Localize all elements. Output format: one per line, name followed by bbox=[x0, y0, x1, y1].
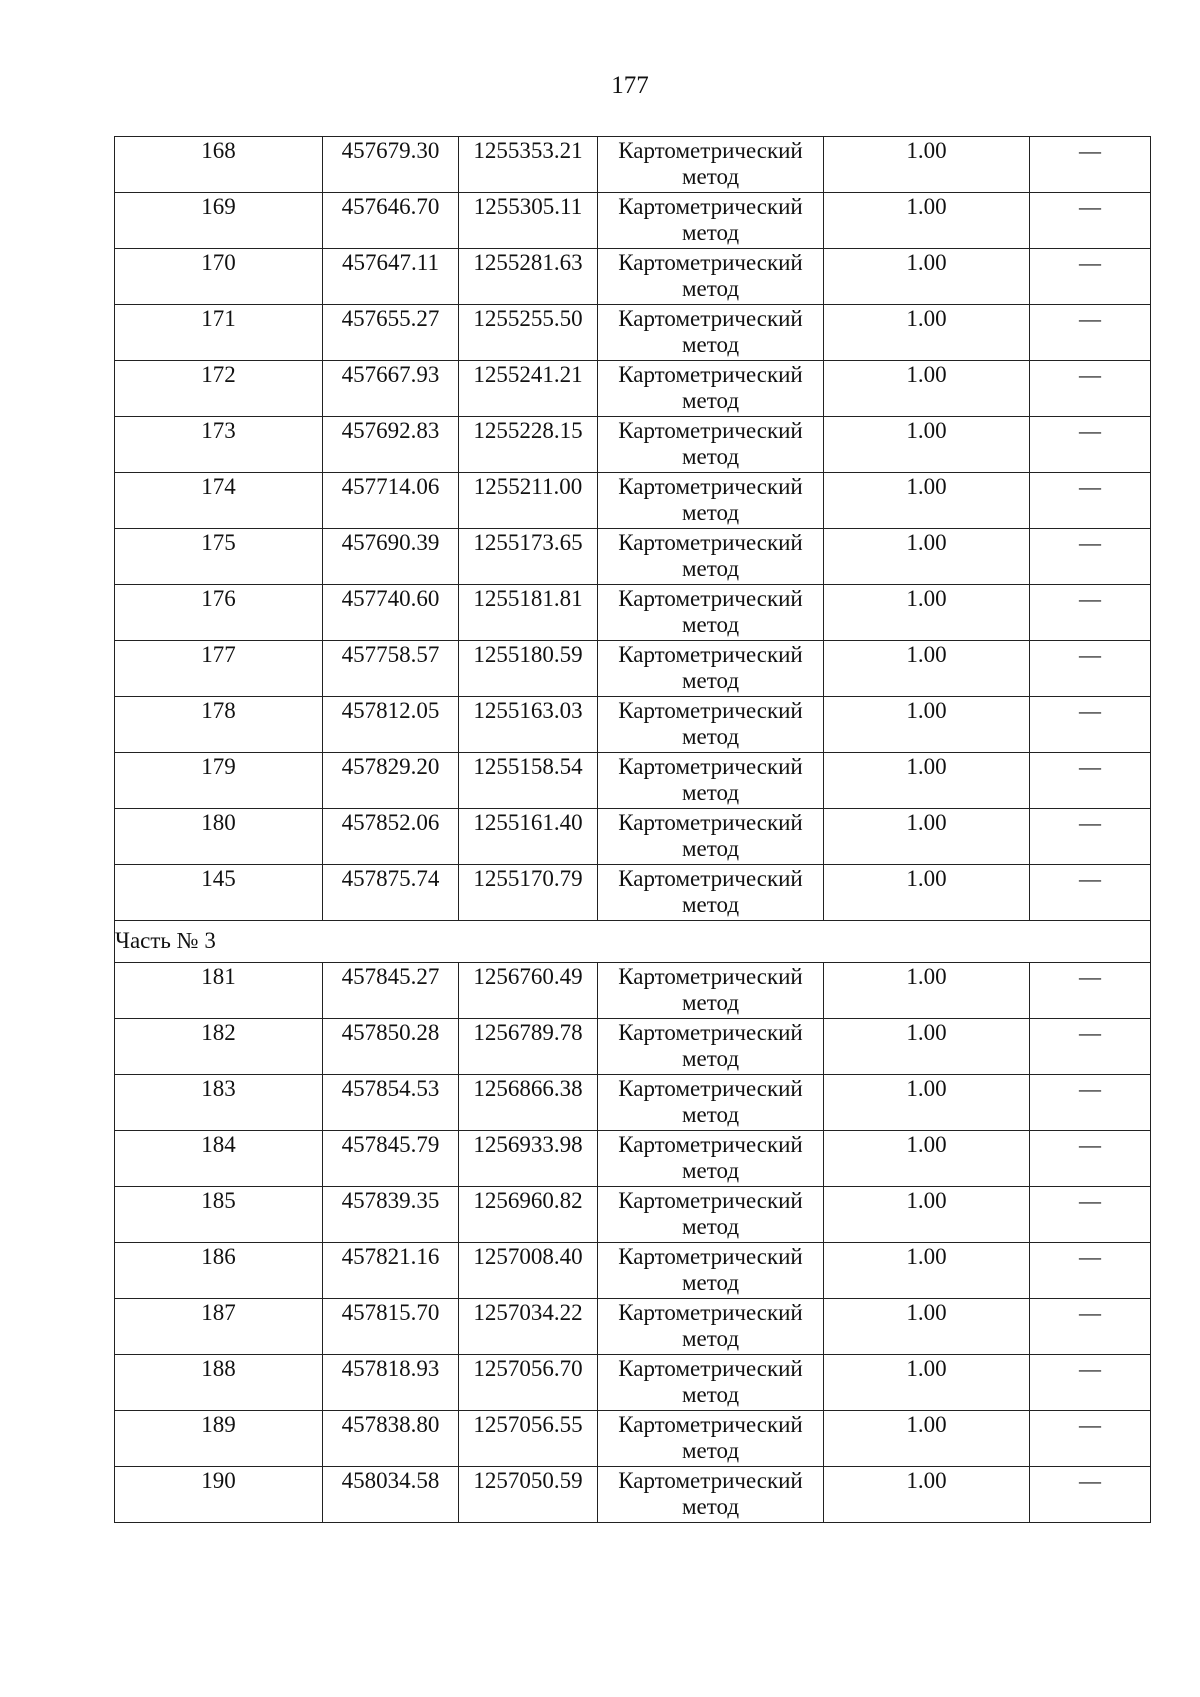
table-row bbox=[115, 865, 1151, 921]
method-cell bbox=[598, 865, 824, 921]
description-cell: — bbox=[1030, 1243, 1151, 1299]
x-coordinate-cell: 457758.57 bbox=[323, 641, 459, 697]
y-coordinate-cell: 1257056.55 bbox=[459, 1411, 598, 1467]
accuracy-cell: 1.00 bbox=[824, 529, 1030, 585]
y-coordinate-cell: 1256789.78 bbox=[459, 1019, 598, 1075]
method-line-2: метод bbox=[681, 1382, 740, 1407]
method-line-1: Картометрический bbox=[618, 964, 803, 989]
accuracy-cell: 1.00 bbox=[824, 473, 1030, 529]
method-line-1: Картометрический bbox=[618, 1244, 803, 1269]
table-row bbox=[115, 249, 1151, 305]
method-line-2: метод bbox=[681, 1158, 740, 1183]
table-row bbox=[115, 361, 1151, 417]
method-cell bbox=[598, 137, 824, 193]
y-coordinate-cell: 1255211.00 bbox=[459, 473, 598, 529]
method-line-2: метод bbox=[681, 556, 740, 581]
point-number-cell: 169 bbox=[115, 193, 323, 249]
point-number-cell: 179 bbox=[115, 753, 323, 809]
method-cell bbox=[598, 1411, 824, 1467]
point-number-cell: 168 bbox=[115, 137, 323, 193]
accuracy-cell: 1.00 bbox=[824, 249, 1030, 305]
table-row bbox=[115, 137, 1151, 193]
method-line-2: метод bbox=[681, 1046, 740, 1071]
table-row bbox=[115, 417, 1151, 473]
method-line-1: Картометрический bbox=[618, 474, 803, 499]
method-line-2: метод bbox=[681, 164, 740, 189]
y-coordinate-cell: 1255353.21 bbox=[459, 137, 598, 193]
x-coordinate-cell: 457692.83 bbox=[323, 417, 459, 473]
method-line-2: метод bbox=[681, 990, 740, 1015]
method-line-2: метод bbox=[681, 612, 740, 637]
accuracy-cell: 1.00 bbox=[824, 1243, 1030, 1299]
method-cell bbox=[598, 361, 824, 417]
method-line-2: метод bbox=[681, 836, 740, 861]
description-cell: — bbox=[1030, 1075, 1151, 1131]
method-line-2: метод bbox=[681, 500, 740, 525]
table-row bbox=[115, 641, 1151, 697]
method-line-1: Картометрический bbox=[618, 362, 803, 387]
x-coordinate-cell: 457854.53 bbox=[323, 1075, 459, 1131]
method-line-1: Картометрический bbox=[618, 642, 803, 667]
table-row bbox=[115, 1075, 1151, 1131]
table-body bbox=[115, 137, 1151, 1523]
accuracy-cell: 1.00 bbox=[824, 193, 1030, 249]
accuracy-cell: 1.00 bbox=[824, 585, 1030, 641]
method-line-2: метод bbox=[681, 668, 740, 693]
method-line-2: метод bbox=[681, 1102, 740, 1127]
method-line-2: метод bbox=[681, 724, 740, 749]
accuracy-cell: 1.00 bbox=[824, 417, 1030, 473]
section-label: Часть № 3 bbox=[115, 921, 1151, 963]
table-row bbox=[115, 529, 1151, 585]
point-number-cell: 170 bbox=[115, 249, 323, 305]
y-coordinate-cell: 1257008.40 bbox=[459, 1243, 598, 1299]
y-coordinate-cell: 1255241.21 bbox=[459, 361, 598, 417]
y-coordinate-cell: 1255228.15 bbox=[459, 417, 598, 473]
y-coordinate-cell: 1255181.81 bbox=[459, 585, 598, 641]
table-row bbox=[115, 1411, 1151, 1467]
description-cell: — bbox=[1030, 1467, 1151, 1523]
y-coordinate-cell: 1257034.22 bbox=[459, 1299, 598, 1355]
method-line-1: Картометрический bbox=[618, 1020, 803, 1045]
method-line-1: Картометрический bbox=[618, 1412, 803, 1437]
accuracy-cell: 1.00 bbox=[824, 1187, 1030, 1243]
point-number-cell: 181 bbox=[115, 963, 323, 1019]
accuracy-cell: 1.00 bbox=[824, 1019, 1030, 1075]
table-row bbox=[115, 1187, 1151, 1243]
accuracy-cell: 1.00 bbox=[824, 361, 1030, 417]
accuracy-cell: 1.00 bbox=[824, 697, 1030, 753]
x-coordinate-cell: 457845.79 bbox=[323, 1131, 459, 1187]
point-number-cell: 173 bbox=[115, 417, 323, 473]
method-line-2: метод bbox=[681, 332, 740, 357]
section-row bbox=[115, 921, 1151, 963]
method-cell bbox=[598, 529, 824, 585]
method-line-1: Картометрический bbox=[618, 418, 803, 443]
table-row bbox=[115, 697, 1151, 753]
method-line-1: Картометрический bbox=[618, 1132, 803, 1157]
method-line-1: Картометрический bbox=[618, 194, 803, 219]
method-cell bbox=[598, 1187, 824, 1243]
accuracy-cell: 1.00 bbox=[824, 305, 1030, 361]
method-cell bbox=[598, 1243, 824, 1299]
accuracy-cell: 1.00 bbox=[824, 137, 1030, 193]
description-cell: — bbox=[1030, 753, 1151, 809]
table-row bbox=[115, 1019, 1151, 1075]
description-cell: — bbox=[1030, 1355, 1151, 1411]
y-coordinate-cell: 1255281.63 bbox=[459, 249, 598, 305]
description-cell: — bbox=[1030, 249, 1151, 305]
x-coordinate-cell: 458034.58 bbox=[323, 1467, 459, 1523]
description-cell: — bbox=[1030, 1411, 1151, 1467]
description-cell: — bbox=[1030, 1299, 1151, 1355]
method-line-1: Картометрический bbox=[618, 810, 803, 835]
point-number-cell: 185 bbox=[115, 1187, 323, 1243]
table-row bbox=[115, 809, 1151, 865]
accuracy-cell: 1.00 bbox=[824, 1075, 1030, 1131]
method-line-1: Картометрический bbox=[618, 1356, 803, 1381]
method-line-1: Картометрический bbox=[618, 306, 803, 331]
method-cell bbox=[598, 417, 824, 473]
table-row bbox=[115, 1299, 1151, 1355]
accuracy-cell: 1.00 bbox=[824, 641, 1030, 697]
coordinates-table bbox=[114, 136, 1151, 1523]
point-number-cell: 176 bbox=[115, 585, 323, 641]
point-number-cell: 174 bbox=[115, 473, 323, 529]
x-coordinate-cell: 457714.06 bbox=[323, 473, 459, 529]
y-coordinate-cell: 1256866.38 bbox=[459, 1075, 598, 1131]
description-cell: — bbox=[1030, 305, 1151, 361]
x-coordinate-cell: 457647.11 bbox=[323, 249, 459, 305]
table-row bbox=[115, 1243, 1151, 1299]
method-line-2: метод bbox=[681, 892, 740, 917]
x-coordinate-cell: 457667.93 bbox=[323, 361, 459, 417]
x-coordinate-cell: 457818.93 bbox=[323, 1355, 459, 1411]
method-line-1: Картометрический bbox=[618, 1076, 803, 1101]
x-coordinate-cell: 457852.06 bbox=[323, 809, 459, 865]
x-coordinate-cell: 457821.16 bbox=[323, 1243, 459, 1299]
method-cell bbox=[598, 753, 824, 809]
method-line-1: Картометрический bbox=[618, 866, 803, 891]
method-line-2: метод bbox=[681, 1494, 740, 1519]
table-row bbox=[115, 193, 1151, 249]
method-line-1: Картометрический bbox=[618, 138, 803, 163]
description-cell: — bbox=[1030, 809, 1151, 865]
description-cell: — bbox=[1030, 585, 1151, 641]
table-row bbox=[115, 1467, 1151, 1523]
point-number-cell: 190 bbox=[115, 1467, 323, 1523]
method-cell bbox=[598, 1299, 824, 1355]
method-line-2: метод bbox=[681, 220, 740, 245]
y-coordinate-cell: 1257056.70 bbox=[459, 1355, 598, 1411]
point-number-cell: 180 bbox=[115, 809, 323, 865]
method-line-2: метод bbox=[681, 1326, 740, 1351]
method-line-2: метод bbox=[681, 276, 740, 301]
method-line-2: метод bbox=[681, 388, 740, 413]
point-number-cell: 187 bbox=[115, 1299, 323, 1355]
point-number-cell: 178 bbox=[115, 697, 323, 753]
description-cell: — bbox=[1030, 641, 1151, 697]
x-coordinate-cell: 457740.60 bbox=[323, 585, 459, 641]
y-coordinate-cell: 1256960.82 bbox=[459, 1187, 598, 1243]
point-number-cell: 145 bbox=[115, 865, 323, 921]
y-coordinate-cell: 1257050.59 bbox=[459, 1467, 598, 1523]
description-cell: — bbox=[1030, 529, 1151, 585]
x-coordinate-cell: 457679.30 bbox=[323, 137, 459, 193]
y-coordinate-cell: 1255170.79 bbox=[459, 865, 598, 921]
accuracy-cell: 1.00 bbox=[824, 1131, 1030, 1187]
accuracy-cell: 1.00 bbox=[824, 1411, 1030, 1467]
method-cell bbox=[598, 1467, 824, 1523]
method-line-2: метод bbox=[681, 444, 740, 469]
point-number-cell: 177 bbox=[115, 641, 323, 697]
point-number-cell: 184 bbox=[115, 1131, 323, 1187]
method-line-1: Картометрический bbox=[618, 530, 803, 555]
method-line-1: Картометрический bbox=[618, 754, 803, 779]
page-number: 177 bbox=[611, 72, 649, 99]
accuracy-cell: 1.00 bbox=[824, 753, 1030, 809]
point-number-cell: 175 bbox=[115, 529, 323, 585]
description-cell: — bbox=[1030, 1187, 1151, 1243]
table-row bbox=[115, 305, 1151, 361]
method-line-2: метод bbox=[681, 1438, 740, 1463]
method-line-2: метод bbox=[681, 780, 740, 805]
description-cell: — bbox=[1030, 963, 1151, 1019]
description-cell: — bbox=[1030, 1019, 1151, 1075]
y-coordinate-cell: 1255173.65 bbox=[459, 529, 598, 585]
method-cell bbox=[598, 473, 824, 529]
method-line-2: метод bbox=[681, 1214, 740, 1239]
description-cell: — bbox=[1030, 473, 1151, 529]
method-cell bbox=[598, 1355, 824, 1411]
method-cell bbox=[598, 697, 824, 753]
x-coordinate-cell: 457839.35 bbox=[323, 1187, 459, 1243]
y-coordinate-cell: 1255161.40 bbox=[459, 809, 598, 865]
point-number-cell: 171 bbox=[115, 305, 323, 361]
table-row bbox=[115, 753, 1151, 809]
accuracy-cell: 1.00 bbox=[824, 1467, 1030, 1523]
x-coordinate-cell: 457850.28 bbox=[323, 1019, 459, 1075]
accuracy-cell: 1.00 bbox=[824, 1299, 1030, 1355]
y-coordinate-cell: 1255163.03 bbox=[459, 697, 598, 753]
point-number-cell: 172 bbox=[115, 361, 323, 417]
y-coordinate-cell: 1255255.50 bbox=[459, 305, 598, 361]
method-cell bbox=[598, 1075, 824, 1131]
method-cell bbox=[598, 809, 824, 865]
method-line-1: Картометрический bbox=[618, 698, 803, 723]
method-line-1: Картометрический bbox=[618, 586, 803, 611]
description-cell: — bbox=[1030, 697, 1151, 753]
table-row bbox=[115, 1355, 1151, 1411]
x-coordinate-cell: 457815.70 bbox=[323, 1299, 459, 1355]
x-coordinate-cell: 457646.70 bbox=[323, 193, 459, 249]
point-number-cell: 188 bbox=[115, 1355, 323, 1411]
method-cell bbox=[598, 585, 824, 641]
method-cell bbox=[598, 1131, 824, 1187]
description-cell: — bbox=[1030, 193, 1151, 249]
method-cell bbox=[598, 249, 824, 305]
table-row bbox=[115, 963, 1151, 1019]
x-coordinate-cell: 457812.05 bbox=[323, 697, 459, 753]
x-coordinate-cell: 457690.39 bbox=[323, 529, 459, 585]
method-line-1: Картометрический bbox=[618, 1300, 803, 1325]
point-number-cell: 182 bbox=[115, 1019, 323, 1075]
method-cell bbox=[598, 193, 824, 249]
x-coordinate-cell: 457845.27 bbox=[323, 963, 459, 1019]
accuracy-cell: 1.00 bbox=[824, 809, 1030, 865]
accuracy-cell: 1.00 bbox=[824, 1355, 1030, 1411]
method-line-2: метод bbox=[681, 1270, 740, 1295]
description-cell: — bbox=[1030, 361, 1151, 417]
point-number-cell: 183 bbox=[115, 1075, 323, 1131]
point-number-cell: 186 bbox=[115, 1243, 323, 1299]
table-row bbox=[115, 1131, 1151, 1187]
y-coordinate-cell: 1255158.54 bbox=[459, 753, 598, 809]
point-number-cell: 189 bbox=[115, 1411, 323, 1467]
description-cell: — bbox=[1030, 417, 1151, 473]
x-coordinate-cell: 457655.27 bbox=[323, 305, 459, 361]
description-cell: — bbox=[1030, 865, 1151, 921]
x-coordinate-cell: 457875.74 bbox=[323, 865, 459, 921]
table-row bbox=[115, 585, 1151, 641]
y-coordinate-cell: 1255305.11 bbox=[459, 193, 598, 249]
method-cell bbox=[598, 963, 824, 1019]
y-coordinate-cell: 1255180.59 bbox=[459, 641, 598, 697]
method-line-1: Картометрический bbox=[618, 1188, 803, 1213]
method-line-1: Картометрический bbox=[618, 1468, 803, 1493]
x-coordinate-cell: 457838.80 bbox=[323, 1411, 459, 1467]
method-cell bbox=[598, 305, 824, 361]
x-coordinate-cell: 457829.20 bbox=[323, 753, 459, 809]
method-line-1: Картометрический bbox=[618, 250, 803, 275]
table-row bbox=[115, 473, 1151, 529]
y-coordinate-cell: 1256933.98 bbox=[459, 1131, 598, 1187]
method-cell bbox=[598, 641, 824, 697]
accuracy-cell: 1.00 bbox=[824, 865, 1030, 921]
description-cell: — bbox=[1030, 1131, 1151, 1187]
description-cell: — bbox=[1030, 137, 1151, 193]
method-cell bbox=[598, 1019, 824, 1075]
accuracy-cell: 1.00 bbox=[824, 963, 1030, 1019]
y-coordinate-cell: 1256760.49 bbox=[459, 963, 598, 1019]
